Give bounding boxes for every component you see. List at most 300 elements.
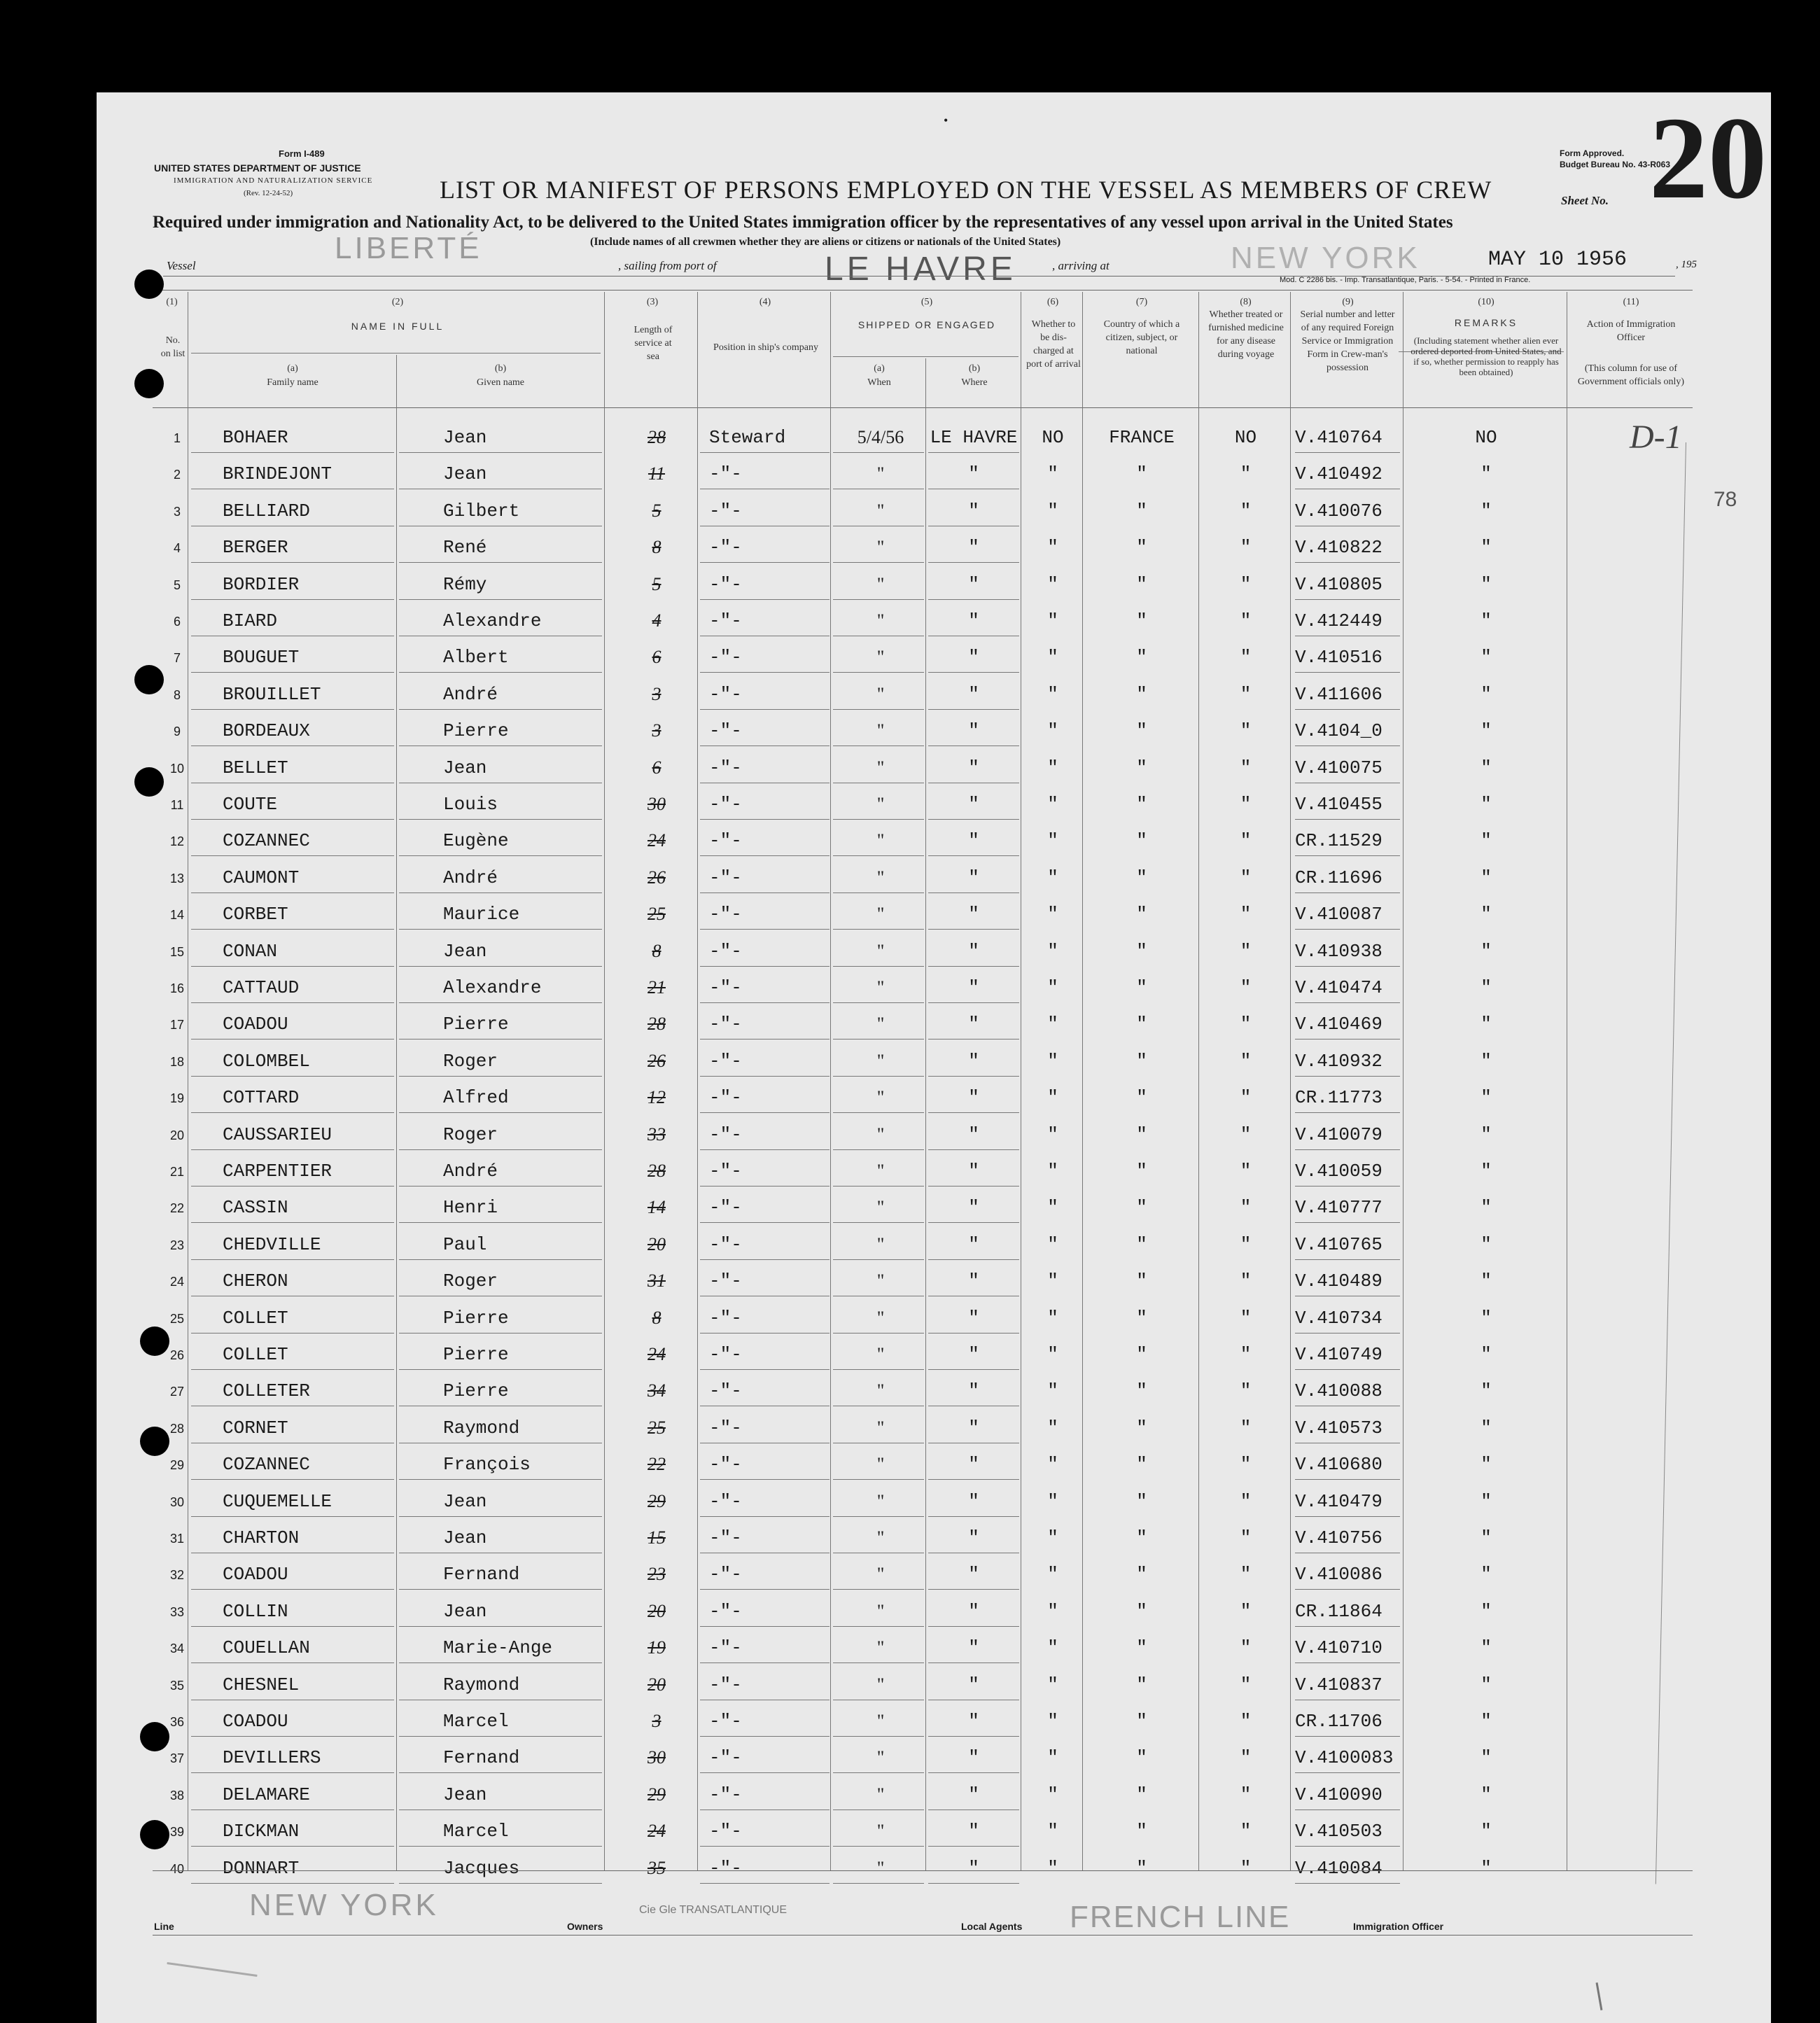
treated: " <box>1240 1417 1252 1438</box>
stray-mark <box>167 1962 257 1977</box>
position: -"- <box>709 1014 742 1035</box>
country: " <box>1136 1857 1147 1879</box>
family-name: CORNET <box>223 1417 288 1438</box>
given-name: Marcel <box>443 1821 509 1842</box>
row-rule <box>399 1883 602 1884</box>
serial-number: V.410474 <box>1295 977 1382 998</box>
row-rule <box>399 672 602 673</box>
remarks: " <box>1480 1674 1492 1695</box>
serial-number: V.410765 <box>1295 1233 1382 1255</box>
shipped-when: " <box>876 867 885 888</box>
given-name: Alfred <box>443 1087 509 1109</box>
row-rule <box>191 1662 394 1663</box>
discharged: " <box>1047 647 1058 668</box>
shipped-when: " <box>876 1124 885 1144</box>
table-row <box>97 678 1771 715</box>
annotation-d1: D-1 <box>1630 419 1682 456</box>
remarks: " <box>1480 1233 1492 1255</box>
row-number: 8 <box>173 687 181 702</box>
row-number: 1 <box>173 431 181 445</box>
row-rule <box>1295 1626 1400 1627</box>
treated: " <box>1240 1233 1252 1255</box>
row-rule <box>191 1479 394 1480</box>
row-number: 9 <box>173 724 181 739</box>
given-name: Alexandre <box>443 610 542 631</box>
service-length: 34 <box>648 1380 666 1401</box>
col5-header: SHIPPED OR ENGAGED <box>858 319 996 330</box>
family-name: CONAN <box>223 940 278 962</box>
discharged: " <box>1047 1014 1058 1035</box>
table-row <box>97 1669 1771 1706</box>
row-rule <box>399 966 602 967</box>
row-rule <box>1295 672 1400 673</box>
row-rule <box>833 1002 924 1003</box>
col5a-header: When <box>867 377 891 388</box>
country: " <box>1136 977 1147 998</box>
remarks: " <box>1480 1600 1492 1622</box>
position: Steward <box>709 427 786 448</box>
treated: " <box>1240 1087 1252 1109</box>
discharged: " <box>1047 683 1058 705</box>
remarks: " <box>1480 683 1492 705</box>
remarks: " <box>1480 1857 1492 1879</box>
shipped-when: " <box>876 1417 885 1438</box>
row-rule <box>399 929 602 930</box>
row-rule <box>833 892 924 893</box>
table-row <box>97 458 1771 495</box>
serial-number: V.410076 <box>1295 500 1382 522</box>
remarks: " <box>1480 1050 1492 1072</box>
row-rule <box>191 929 394 930</box>
table-row <box>97 1815 1771 1852</box>
subtitle: Required under immigration and Nationality Act, to be delivered to the United States immigration officer by the representatives of any vessel upon arrival in the United States <box>153 213 1453 232</box>
shipped-where: " <box>968 573 979 595</box>
family-name: CHARTON <box>223 1527 300 1548</box>
serial-number: V.410822 <box>1295 537 1382 559</box>
shipped-when: " <box>876 1490 885 1511</box>
punch-hole <box>140 1820 169 1849</box>
owners-label: Owners <box>567 1921 603 1932</box>
given-name: Jean <box>443 463 487 485</box>
given-name: Gilbert <box>443 500 520 522</box>
row-rule <box>928 892 1019 893</box>
treated: " <box>1240 794 1252 815</box>
shipped-where: " <box>968 1014 979 1035</box>
punch-hole <box>134 665 164 694</box>
include-note: (Include names of all crewmen whether they are aliens or citizens or nationals of the United States) <box>590 236 1061 248</box>
row-rule <box>399 1846 602 1847</box>
shipped-where: " <box>968 1527 979 1548</box>
row-rule <box>191 562 394 563</box>
annotation-78: 78 <box>1714 488 1737 511</box>
treated: " <box>1240 573 1252 595</box>
col3-number: (3) <box>646 297 659 307</box>
shipped-when: " <box>876 647 885 668</box>
row-rule <box>928 1259 1019 1260</box>
service-length: 24 <box>648 830 666 851</box>
col7-header: Country of which a citizen, subject, or national <box>1103 319 1180 356</box>
row-rule <box>928 452 1019 453</box>
row-rule <box>1295 1039 1400 1040</box>
family-name: DONNART <box>223 1857 300 1879</box>
row-rule <box>700 1589 830 1590</box>
serial-number: V.410479 <box>1295 1490 1382 1512</box>
row-rule <box>1295 1259 1400 1260</box>
country: " <box>1136 573 1147 595</box>
shipped-when: " <box>876 1233 885 1254</box>
position: -"- <box>709 1344 742 1365</box>
country: " <box>1136 757 1147 778</box>
row-number: 36 <box>169 1715 185 1729</box>
discharged: " <box>1047 720 1058 742</box>
col10-header: REMARKS <box>1454 317 1518 328</box>
given-name: Paul <box>443 1233 487 1255</box>
col9-number: (9) <box>1342 297 1354 307</box>
service-length: 8 <box>652 537 662 558</box>
given-name: René <box>443 537 487 559</box>
serial-number: V.410805 <box>1295 573 1382 595</box>
col5-number: (5) <box>920 297 933 307</box>
row-rule <box>833 1149 924 1150</box>
row-rule <box>700 1002 830 1003</box>
row-number: 15 <box>169 944 185 959</box>
country: " <box>1136 867 1147 888</box>
row-rule <box>399 1259 602 1260</box>
remarks: " <box>1480 1417 1492 1438</box>
table-row <box>97 1632 1771 1669</box>
discharged: " <box>1047 463 1058 485</box>
service-length: 3 <box>652 720 662 741</box>
family-name: COADOU <box>223 1711 288 1732</box>
service-length: 8 <box>652 940 662 961</box>
given-name: Marie-Ange <box>443 1637 553 1659</box>
row-rule <box>191 1736 394 1737</box>
position: -"- <box>709 867 742 888</box>
service-length: 11 <box>648 463 666 484</box>
service-length: 28 <box>648 1014 666 1035</box>
family-name: CATTAUD <box>223 977 300 998</box>
row-rule <box>928 1149 1019 1150</box>
row-rule <box>399 892 602 893</box>
family-name: BOHAER <box>223 427 288 448</box>
serial-number: V.410516 <box>1295 647 1382 668</box>
shipped-where: " <box>968 830 979 852</box>
given-name: Jean <box>443 1600 487 1622</box>
row-rule <box>700 1333 830 1334</box>
row-rule <box>1295 599 1400 600</box>
vessel-label: Vessel <box>167 259 196 272</box>
row-rule <box>399 1662 602 1663</box>
country: " <box>1136 1014 1147 1035</box>
col6-number: (6) <box>1046 297 1059 307</box>
service-length: 6 <box>652 647 662 668</box>
treated: " <box>1240 500 1252 522</box>
row-number: 24 <box>169 1275 185 1289</box>
given-name: Pierre <box>443 1014 509 1035</box>
remarks: " <box>1480 1711 1492 1732</box>
budget-bureau: Budget Bureau No. 43-R063 <box>1560 160 1671 169</box>
row-rule <box>1295 1809 1400 1810</box>
discharged: " <box>1047 1527 1058 1548</box>
remarks: " <box>1480 867 1492 888</box>
position: -"- <box>709 610 742 631</box>
treated: " <box>1240 1600 1252 1622</box>
position: -"- <box>709 904 742 925</box>
family-name: COADOU <box>223 1014 288 1035</box>
shipped-where: " <box>968 1307 979 1329</box>
table-row <box>97 825 1771 862</box>
row-rule <box>833 1516 924 1517</box>
row-number: 22 <box>169 1201 185 1216</box>
row-rule <box>833 1479 924 1480</box>
shipped-where: " <box>968 977 979 998</box>
given-name: Roger <box>443 1124 498 1145</box>
row-rule <box>1295 1516 1400 1517</box>
col2b-number: (b) <box>494 363 507 374</box>
row-rule <box>833 1626 924 1627</box>
given-name: Pierre <box>443 720 509 742</box>
table-row <box>97 1742 1771 1779</box>
shipped-when: " <box>876 720 885 741</box>
row-rule <box>928 599 1019 600</box>
service-length: 29 <box>648 1490 666 1511</box>
given-name: Maurice <box>443 904 520 925</box>
remarks: " <box>1480 1747 1492 1769</box>
remarks: " <box>1480 1161 1492 1182</box>
serial-number: V.410469 <box>1295 1014 1382 1035</box>
service-length: 3 <box>652 683 662 704</box>
row-rule <box>1295 452 1400 453</box>
serial-number: V.410059 <box>1295 1161 1382 1182</box>
position: -"- <box>709 757 742 778</box>
given-name: Marcel <box>443 1711 509 1732</box>
shipped-where: " <box>968 1564 979 1586</box>
serial-number: CR.11529 <box>1295 830 1382 852</box>
serial-number: V.410455 <box>1295 794 1382 815</box>
row-rule <box>1295 929 1400 930</box>
position: -"- <box>709 1564 742 1586</box>
shipped-when: " <box>876 1270 885 1292</box>
country: " <box>1136 1417 1147 1438</box>
shipped-when: " <box>876 537 885 558</box>
col11-header: Action of Immigration Officer <box>1586 319 1676 343</box>
treated: " <box>1240 1564 1252 1586</box>
table-row <box>97 972 1771 1009</box>
row-rule <box>833 929 924 930</box>
serial-number: V.410734 <box>1295 1307 1382 1329</box>
row-rule <box>399 1736 602 1737</box>
row-rule <box>399 1076 602 1077</box>
row-rule <box>1295 1479 1400 1480</box>
row-rule <box>399 452 602 453</box>
family-name: COLLETER <box>223 1380 310 1402</box>
row-rule <box>399 1149 602 1150</box>
position: -"- <box>709 647 742 668</box>
position: -"- <box>709 573 742 595</box>
remarks: " <box>1480 1380 1492 1402</box>
table-row <box>97 1045 1771 1082</box>
discharged: " <box>1047 1233 1058 1255</box>
col11-note: (This column for use of Government officials only) <box>1577 363 1685 387</box>
row-rule <box>928 1333 1019 1334</box>
family-name: BELLIARD <box>223 500 310 522</box>
serial-number: V.410680 <box>1295 1454 1382 1476</box>
discharged: " <box>1047 1270 1058 1292</box>
position: -"- <box>709 1637 742 1659</box>
row-number: 4 <box>173 541 181 556</box>
row-number: 27 <box>169 1385 185 1399</box>
shipped-when: " <box>876 1637 885 1658</box>
shipped-where: " <box>968 537 979 559</box>
position: -"- <box>709 463 742 485</box>
service-length: 20 <box>648 1233 666 1254</box>
row-rule <box>1295 1002 1400 1003</box>
line-value: NEW YORK <box>249 1888 439 1922</box>
shipped-when: " <box>876 610 885 631</box>
row-number: 12 <box>169 834 185 849</box>
serial-number: V.410075 <box>1295 757 1382 778</box>
country: " <box>1136 1307 1147 1329</box>
shipped-where: " <box>968 1637 979 1659</box>
position: -"- <box>709 537 742 559</box>
row-rule <box>928 709 1019 710</box>
row-rule <box>700 929 830 930</box>
discharged: " <box>1047 1711 1058 1732</box>
row-rule <box>928 1809 1019 1810</box>
row-rule <box>833 709 924 710</box>
row-rule <box>700 892 830 893</box>
discharged: " <box>1047 1307 1058 1329</box>
row-rule <box>700 1076 830 1077</box>
shipped-where: " <box>968 1124 979 1145</box>
row-rule <box>399 562 602 563</box>
arrival-date: MAY 10 1956 <box>1488 248 1628 272</box>
row-rule <box>700 819 830 820</box>
position: -"- <box>709 940 742 962</box>
row-rule <box>700 1479 830 1480</box>
row-rule <box>928 1846 1019 1847</box>
row-rule <box>399 709 602 710</box>
treated: " <box>1240 1344 1252 1365</box>
shipped-where: " <box>968 1270 979 1292</box>
row-rule <box>191 1626 394 1627</box>
family-name: BORDIER <box>223 573 300 595</box>
given-name: Henri <box>443 1197 498 1219</box>
treated: " <box>1240 647 1252 668</box>
row-rule <box>191 709 394 710</box>
remarks: " <box>1480 1454 1492 1476</box>
treated: " <box>1240 977 1252 998</box>
row-rule <box>1295 1846 1400 1847</box>
family-name: CARPENTIER <box>223 1161 332 1182</box>
country: " <box>1136 463 1147 485</box>
family-name: DEVILLERS <box>223 1747 321 1769</box>
shipped-when: " <box>876 500 885 521</box>
serial-number: V.410503 <box>1295 1821 1382 1842</box>
serial-number: V.410710 <box>1295 1637 1382 1659</box>
row-number: 37 <box>169 1751 185 1766</box>
row-rule <box>1295 1076 1400 1077</box>
position: -"- <box>709 720 742 742</box>
country: " <box>1136 500 1147 522</box>
remarks: " <box>1480 1490 1492 1512</box>
service-length: 19 <box>648 1637 666 1658</box>
row-rule <box>191 1076 394 1077</box>
discharged: " <box>1047 1344 1058 1365</box>
shipped-when: " <box>876 977 885 997</box>
row-rule <box>833 599 924 600</box>
family-name: DICKMAN <box>223 1821 300 1842</box>
given-name: Roger <box>443 1270 498 1292</box>
col7-number: (7) <box>1135 297 1148 307</box>
shipped-where: " <box>968 463 979 485</box>
table-row <box>97 1082 1771 1119</box>
discharged: " <box>1047 904 1058 925</box>
treated: " <box>1240 1270 1252 1292</box>
given-name: Pierre <box>443 1380 509 1402</box>
country: " <box>1136 1050 1147 1072</box>
shipped-when: " <box>876 830 885 851</box>
manifest-sheet: • Form I-489 UNITED STATES DEPARTMENT OF JUSTICE IMMIGRATION AND NATURALIZATION SERVICE (Rev. 12-24-52) Form Approved. Budget Bureau No. 43-R063 LIST OR MANIFEST OF PERSONS EMPLOYED ON THE VESSEL AS MEMBERS OF CREW Sheet No. 20 Required under immigration and Nationality Act, to be delivered to the United States immigration officer by the representatives of any vessel upon arrival in the United States (Include names of all crewmen whether they are aliens or citizens or nationals of the United States) Vessel LIBERTÉ , sailing from port of LE HAVRE , arriving at NEW YORK MAY 10 1956 , 195 Mod. C 2286 bis. - Imp. Transatlantique, Paris. - 5-54. - Printed in France. (1) No. on list (2) NAME IN FULL (a) Family name (b) Given name (3) Length of service at sea (4) Position in ship's company (5) SHIPPED OR ENGAGED (a) When (b) Where (6) Whether to be dis-charged at port of arrival (7) Country of which a citizen, subject, or national (8) Whether treated or furnished medicine for any disease during voyage (9) Serial number and letter of any required Foreign Service or Immigration Form in Crew-man's possession (10) REMARKS (Including statement whether alien ever ordered deported from United States, and if so, whether permission to reapply has been obtained) (11) Action of Immigration Officer (This column for use of Government officials only) 1 BOHAER Jean 28 Steward 5/4/56 LE HAVRE NO FRANCE NO V.410764 NO 2 BRINDEJONT Jean 11 -"- " " " " " V.410492 " 3 BELLIARD Gilbert 5 -"- " " " " " V.410076 " 4 BERGER René 8 -"- " " " " " V.410822 " 5 BORDIER Rémy 5 -"- " " " " " V.410805 " 6 BIARD Alexandre 4 -"- " " " " " V.412449 " 7 BOUGUET Albert 6 -"- " " " " " V.410516 " 8 BROUILLET André 3 -"- " " " " " V.411606 " 9 BORDEAUX Pierre 3 -"- " " " " " V.4104_0 " 10 BELLET Jean 6 -"- " " " " " V.410075 " 11 COUTE Louis 30 -"- " " " " " V.410455 " 12 COZANNEC Eugène 24 -"- " " " " " CR.11529 " 13 CAUMONT André 26 -"- " " " " " CR.11696 " 14 CORBET Maurice 25 -"- " " " " " V.410087 " 15 CONAN Jean 8 -"- " " " " " V.410938 " 16 CATTAUD Alexandre 21 -"- " " " " " V.410474 " 17 COADOU Pierre 28 -"- " " " " " V.410469 " 18 COLOMBEL Roger 26 -"- " " " " " V.410932 " 19 COTTARD Alfred 12 -"- " " " " " CR.11773 " 20 CAUSSARIEU Roger 33 -"- " " " " " V.410079 " 21 CARPENTIER André 28 -"- " " " " " V.410059 " 22 CASSIN Henri 14 -"- " " " " " V.410777 " 23 CHEDVILLE Paul 20 -"- " " " " " V.410765 " 24 CHERON Roger 31 -"- " " " " " V.410489 " 25 COLLET Pierre 8 -"- " " " " " V.410734 " 26 COLLET Pierre 24 -"- " " " " " V.410749 " 27 COLLETER Pierre 34 -"- " " " " " V.410088 " 28 CORNET Raymond 25 -"- " " " " " V.410573 " 29 COZANNEC François 22 -"- " " " " " V.410680 " 30 CUQUEMELLE Jean 29 -"- " " " " " V.410479 " 31 CHARTON Jean 15 -"- " " " " " V.410756 " 32 COADOU Fernand 23 -"- " " " " " V.410086 " 33 COLLIN Jean 20 -"- " " " " " CR.11864 " 34 COUELLAN Marie-Ange 19 -"- " " " " " V.410710 " 35 CHESNEL Raymond 20 -"- " " " " " V.410837 " 36 COADOU Marcel 3 -"- " " " " " CR.11706 " 37 DEVILLERS Fernand 30 -"- " " " " " V.4100083 " 38 DELAMARE Jean 29 -"- " " " " " V.410090 " 39 DICKMAN Marcel 24 -"- " " " " " V.410503 " 40 DONNART Jacques 35 -"- " " " " " V.410084 " D-1 78 Line NEW YORK Owners Cie Gle TRANSATLANTIQUE Local Agents FRENCH LINE Immigration Officer <box>97 92 1771 2023</box>
col8-header: Whether treated or furnished medicine for any disease during voyage <box>1208 309 1284 360</box>
shipped-where: " <box>968 1784 979 1805</box>
row-number: 6 <box>173 615 181 629</box>
row-rule <box>399 1222 602 1223</box>
col6-header: Whether to be dis-charged at port of arrival <box>1026 319 1081 370</box>
row-rule <box>833 562 924 563</box>
given-name: Roger <box>443 1050 498 1072</box>
table-row <box>97 1338 1771 1376</box>
shipped-where: " <box>968 1417 979 1438</box>
discharged: " <box>1047 977 1058 998</box>
sheet-number: 20 <box>1649 93 1767 223</box>
family-name: COADOU <box>223 1564 288 1586</box>
agents-value: FRENCH LINE <box>1070 1900 1291 1934</box>
shipped-where: " <box>968 757 979 778</box>
family-name: CUQUEMELLE <box>223 1490 332 1512</box>
row-rule <box>191 1112 394 1113</box>
row-number: 7 <box>173 651 181 666</box>
col11-number: (11) <box>1623 297 1639 307</box>
discharged: " <box>1047 1454 1058 1476</box>
table-row <box>97 495 1771 532</box>
row-rule <box>1295 1112 1400 1113</box>
service: IMMIGRATION AND NATURALIZATION SERVICE <box>174 176 373 185</box>
remarks: " <box>1480 463 1492 485</box>
shipped-when: 5/4/56 <box>857 427 904 447</box>
shipped-where: " <box>968 1674 979 1695</box>
country: " <box>1136 1087 1147 1109</box>
serial-number: V.410090 <box>1295 1784 1382 1805</box>
row-rule <box>191 966 394 967</box>
row-rule <box>700 1883 830 1884</box>
row-rule <box>928 929 1019 930</box>
row-number: 11 <box>170 798 184 812</box>
row-rule <box>191 1883 394 1884</box>
given-name: Jean <box>443 1784 487 1805</box>
row-rule <box>1295 892 1400 893</box>
table-row <box>97 1485 1771 1522</box>
service-length: 30 <box>648 1747 666 1768</box>
serial-number: V.412449 <box>1295 610 1382 631</box>
treated: " <box>1240 463 1252 485</box>
serial-number: V.410492 <box>1295 463 1382 485</box>
punch-hole <box>134 270 164 299</box>
country: " <box>1136 647 1147 668</box>
remarks: " <box>1480 757 1492 778</box>
given-name: Fernand <box>443 1747 520 1769</box>
serial-number: CR.11773 <box>1295 1087 1382 1109</box>
